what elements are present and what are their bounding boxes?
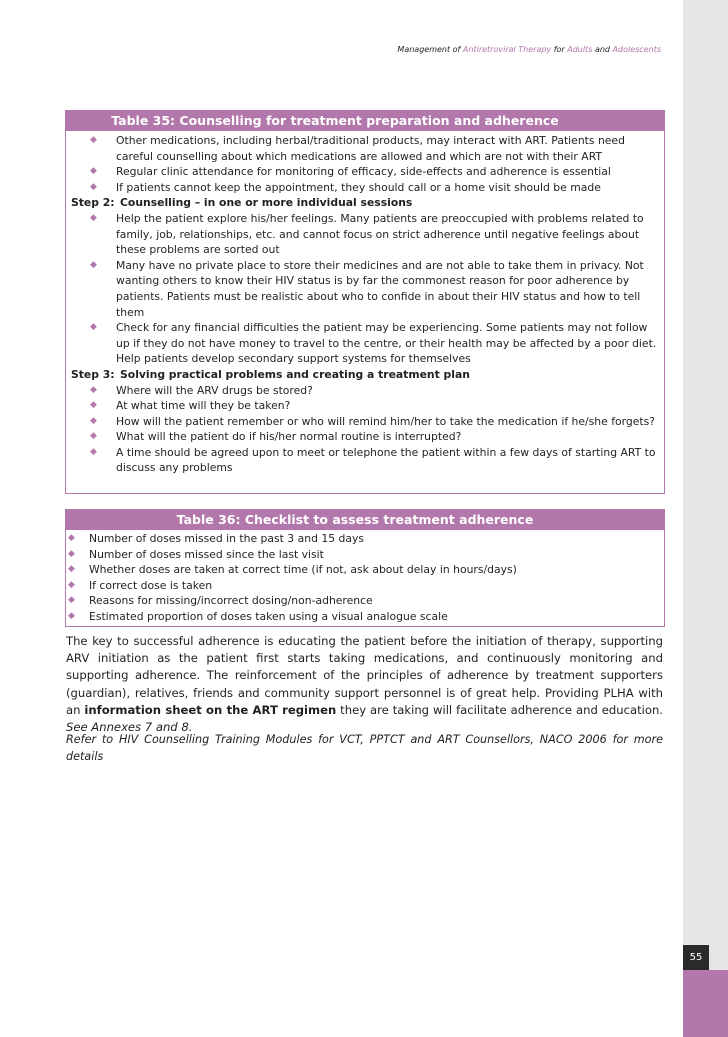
checklist-item-text: Whether doses are taken at correct time (if not, ask about delay in hours/days) <box>89 563 517 577</box>
diamond-bullet-icon: ◆ <box>90 400 97 411</box>
diamond-bullet-icon: ◆ <box>68 610 75 621</box>
diamond-bullet-icon: ◆ <box>68 548 75 559</box>
checklist-item <box>66 562 664 578</box>
diamond-bullet-icon: ◆ <box>68 595 75 606</box>
table-35-body <box>66 131 664 476</box>
list-item-text: Many have no private place to store their medicines and are not able to take them in privacy. Not wanting others to know their HIV status is by far the commonest reason for poor adherence by patients. Patients must be realistic about who to confide in about their HIV status and how to tell them <box>116 258 644 319</box>
running-header <box>397 45 661 54</box>
header-part: Management of <box>397 45 463 54</box>
checklist-item-text: Estimated proportion of doses taken using a visual analogue scale <box>89 609 448 623</box>
list-item-text: A time should be agreed upon to meet or telephone the patient within a few days of starting ART to discuss any problems <box>116 445 656 475</box>
diamond-bullet-icon: ◆ <box>68 533 75 543</box>
step-label: Step 2: <box>71 196 115 210</box>
header-part: Adults <box>567 45 593 54</box>
diamond-bullet-icon: ◆ <box>90 322 97 333</box>
checklist-item <box>66 593 664 609</box>
header-part: Adolescents <box>612 45 661 54</box>
checklist-item <box>66 547 664 563</box>
list-item-text: Other medications, including herbal/traditional products, may interact with ART. Patients need careful counselling about which medications are allowed and which are not with their ART <box>116 134 625 163</box>
table-36 <box>65 509 665 627</box>
header-part: Antiretroviral Therapy <box>462 45 552 54</box>
diamond-bullet-icon: ◆ <box>90 446 97 457</box>
checklist-item-text: Number of doses missed since the last visit <box>89 547 324 561</box>
list-item <box>66 445 664 476</box>
list-item <box>66 180 664 196</box>
diamond-bullet-icon: ◆ <box>90 384 97 395</box>
diamond-bullet-icon: ◆ <box>90 259 97 270</box>
list-item-text: At what time will they be taken? <box>116 399 291 413</box>
list-item <box>66 383 664 399</box>
table-35-title: Table 35: Counselling for treatment preparation and adherence <box>66 111 664 131</box>
checklist-item <box>66 531 664 547</box>
list-item <box>66 164 664 180</box>
list-item-text: If patients cannot keep the appointment, they should call or a home visit should be made <box>116 180 601 194</box>
page-number: 55 <box>683 945 709 970</box>
list-item <box>66 211 664 258</box>
list-item <box>66 398 664 414</box>
diamond-bullet-icon: ◆ <box>68 579 75 590</box>
table-36-title: Table 36: Checklist to assess treatment adherence <box>66 510 664 530</box>
step-heading <box>66 367 664 383</box>
diamond-bullet-icon: ◆ <box>90 181 97 192</box>
list-item <box>66 414 664 430</box>
diamond-bullet-icon: ◆ <box>90 166 97 177</box>
list-item <box>66 133 664 164</box>
step-label: Step 3: <box>71 367 115 381</box>
list-item-text: Regular clinic attendance for monitoring of efficacy, side-effects and adherence is essential <box>116 165 611 179</box>
header-part: for <box>551 45 568 54</box>
side-accent-block <box>683 970 728 1037</box>
diamond-bullet-icon: ◆ <box>68 564 75 575</box>
table-36-body <box>66 530 664 625</box>
reference-note: Refer to HIV Counselling Training Modules for VCT, PPTCT and ART Counsellors, NACO 2006 for more details <box>66 733 663 764</box>
list-item-text: Check for any financial difficulties the patient may be experiencing. Some patients may not follow up if they do not have money to travel to the centre, or their health may be affected by a poor diet. Help patients develop secondary support systems for themselves <box>116 321 657 366</box>
checklist-item <box>66 578 664 594</box>
paragraph-bold-text: information sheet on the ART regimen <box>84 702 337 717</box>
header-part: and <box>592 45 613 54</box>
step-title: Counselling – in one or more individual sessions <box>120 196 413 210</box>
checklist-item <box>66 609 664 625</box>
list-item <box>66 258 664 320</box>
checklist-item-text: If correct dose is taken <box>89 578 213 592</box>
annex-reference: See Annexes 7 and 8. <box>66 720 193 735</box>
diamond-bullet-icon: ◆ <box>90 135 97 145</box>
list-item <box>66 320 664 367</box>
checklist-item-text: Number of doses missed in the past 3 and 15 days <box>89 532 365 545</box>
diamond-bullet-icon: ◆ <box>90 431 97 442</box>
side-margin-band <box>683 0 728 1037</box>
checklist-item-text: Reasons for missing/incorrect dosing/non-adherence <box>89 594 373 608</box>
list-item-text: Where will the ARV drugs be stored? <box>116 383 313 397</box>
list-item-text: How will the patient remember or who will remind him/her to take the medication if he/she forgets? <box>116 414 655 428</box>
paragraph-text: they are taking will facilitate adherence and education. <box>336 702 663 717</box>
paragraph-text: The key to successful adherence is educating the patient before the initiation of therapy, supporting ARV initiation as the patient first starts taking medications, and continuously monitoring and supporting adherence. The reinforcement of the principles of adherence by treatment supporters (guardian), relatives, friends and community support personnel is of great help. Providing PLHA with an <box>66 634 663 717</box>
diamond-bullet-icon: ◆ <box>90 415 97 426</box>
step-heading <box>66 195 664 211</box>
body-paragraph <box>66 633 663 736</box>
list-item-text: Help the patient explore his/her feelings. Many patients are preoccupied with problems related to family, job, relationships, etc. and cannot focus on strict adherence until negative feelings about these problems are sorted out <box>116 211 644 257</box>
table-35 <box>65 110 665 494</box>
diamond-bullet-icon: ◆ <box>90 212 97 223</box>
list-item <box>66 429 664 445</box>
step-title: Solving practical problems and creating a treatment plan <box>120 367 470 381</box>
list-item-text: What will the patient do if his/her normal routine is interrupted? <box>116 430 462 444</box>
